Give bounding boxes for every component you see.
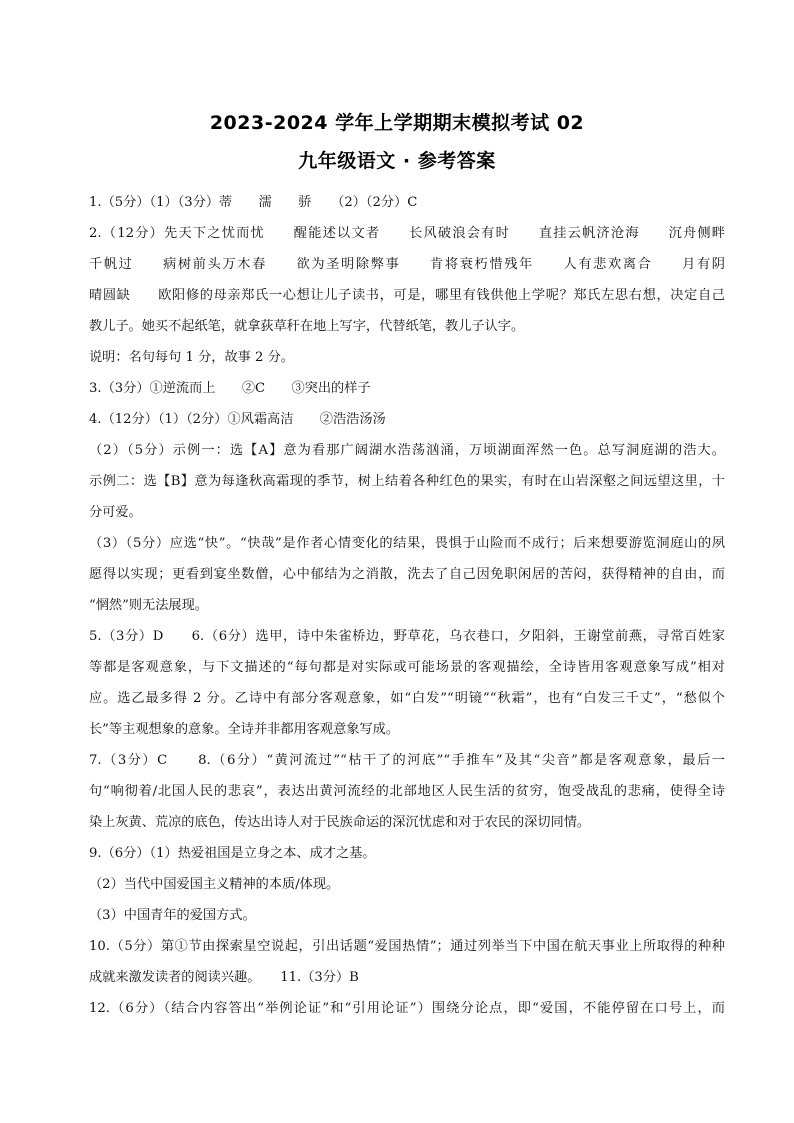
answer-line: 句“响彻着/北国人民的悲哀”，表达出黄河流经的北部地区人民生活的贫穷，饱受战乱的悲痛，使得全诗 (89, 784, 725, 799)
answer-line: 示例二：选【B】意为每逢秋高霜现的季节，树上结着各种红色的果实，有时在山岩深壑之间远望这里，十 (89, 474, 725, 489)
answer-line: 应。选乙最多得 2 分。乙诗中有部分客观意象，如“白发”“明镜”“秋霜”，也有“白发三千丈”，“愁似个 (89, 691, 725, 706)
answer-line: 等都是客观意象，与下文描述的“每句都是对实际或可能场景的客观描绘，全诗皆用客观意象写成”相对 (89, 660, 725, 675)
answer-line: （3）中国青年的爱国方式。 (89, 908, 256, 923)
answer-line: 3.（3分）①逆流而上 ②C ③突出的样子 (89, 381, 371, 396)
answer-body (89, 187, 725, 1024)
answer-line: （3）（5分）应选“快”。“快哉”是作者心情变化的结果，畏惧于山险而不成行；后来想要游览洞庭山的夙 (89, 536, 725, 551)
answer-line: 教儿子。她买不起纸笔，就拿荻草秆在地上写字，代替纸笔，教儿子认字。 (89, 319, 525, 334)
answer-line: 10.（5分）第①节由探索星空说起，引出话题“爱国热情”；通过列举当下中国在航天事业上所取得的种种 (89, 939, 725, 954)
answer-line: 7.（3分）C 8.（6分）“黄河流过”“枯干了的河底”“手推车”及其“尖音”都是客观意象，最后一 (89, 753, 725, 768)
answer-line: 12.（6分）（结合内容答出“举例论证”和“引用论证”）围绕分论点，即“爱国，不能停留在口号上，而 (89, 1001, 725, 1016)
answer-line: 千帆过 病树前头万木春 欲为圣明除弊事 肯将衰朽惜残年 人有悲欢离合 月有阴 (89, 257, 725, 272)
answer-line: 2.（12分）先天下之忧而忧 醒能述以文者 长风破浪会有时 直挂云帆济沧海 沉舟侧畔 (89, 226, 725, 241)
answer-line: 分可爱。 (89, 505, 142, 520)
answer-line: 长”等主观想象的意象。全诗并非都用客观意象写成。 (89, 722, 400, 737)
answer-line: “惘然”则无法展现。 (89, 598, 208, 613)
answer-line: （2）当代中国爱国主义精神的本质/体现。 (89, 877, 340, 892)
answer-note: 说明：名句每句 1 分，故事 2 分。 (89, 350, 294, 365)
document-subtitle: 九年级语文 · 参考答案 (298, 150, 496, 172)
answer-line: （2）（5分）示例一：选【A】意为看那广阔湖水浩荡汹涌，万顷湖面浑然一色。总写洞庭湖的浩大。 (89, 443, 725, 458)
document-title: 2023-2024 学年上学期期末模拟考试 02 (209, 112, 585, 134)
answer-line: 1.（5分）（1）（3分）蒂 濡 骄 （2）（2分）C (89, 195, 418, 210)
answer-line: 成就来激发读者的阅读兴趣。 11.（3分）B (89, 970, 359, 985)
answer-line: 晴圆缺 欧阳修的母亲郑氏一心想让儿子读书，可是，哪里有钱供他上学呢？郑氏左思右想，决定自己 (89, 288, 725, 303)
answer-line: 染上灰黄、荒凉的底色，传达出诗人对于民族命运的深沉忧虑和对于农民的深切同情。 (89, 815, 591, 830)
answer-line: 4.（12分）（1）（2分）①风霜高洁 ②浩浩汤汤 (89, 412, 386, 427)
answer-line: 5.（3分）D 6.（6分）选甲，诗中朱雀桥边，野草花，乌衣巷口，夕阳斜，王谢堂前燕，寻常百姓家 (89, 629, 725, 644)
answer-line: 愿得以实现；更看到宴坐数僧，心中郁结为之消散，洗去了自己因免职闲居的苦闷，获得精神的自由，而 (89, 567, 725, 582)
answer-line: 9.（6分）（1）热爱祖国是立身之本、成才之基。 (89, 846, 376, 861)
